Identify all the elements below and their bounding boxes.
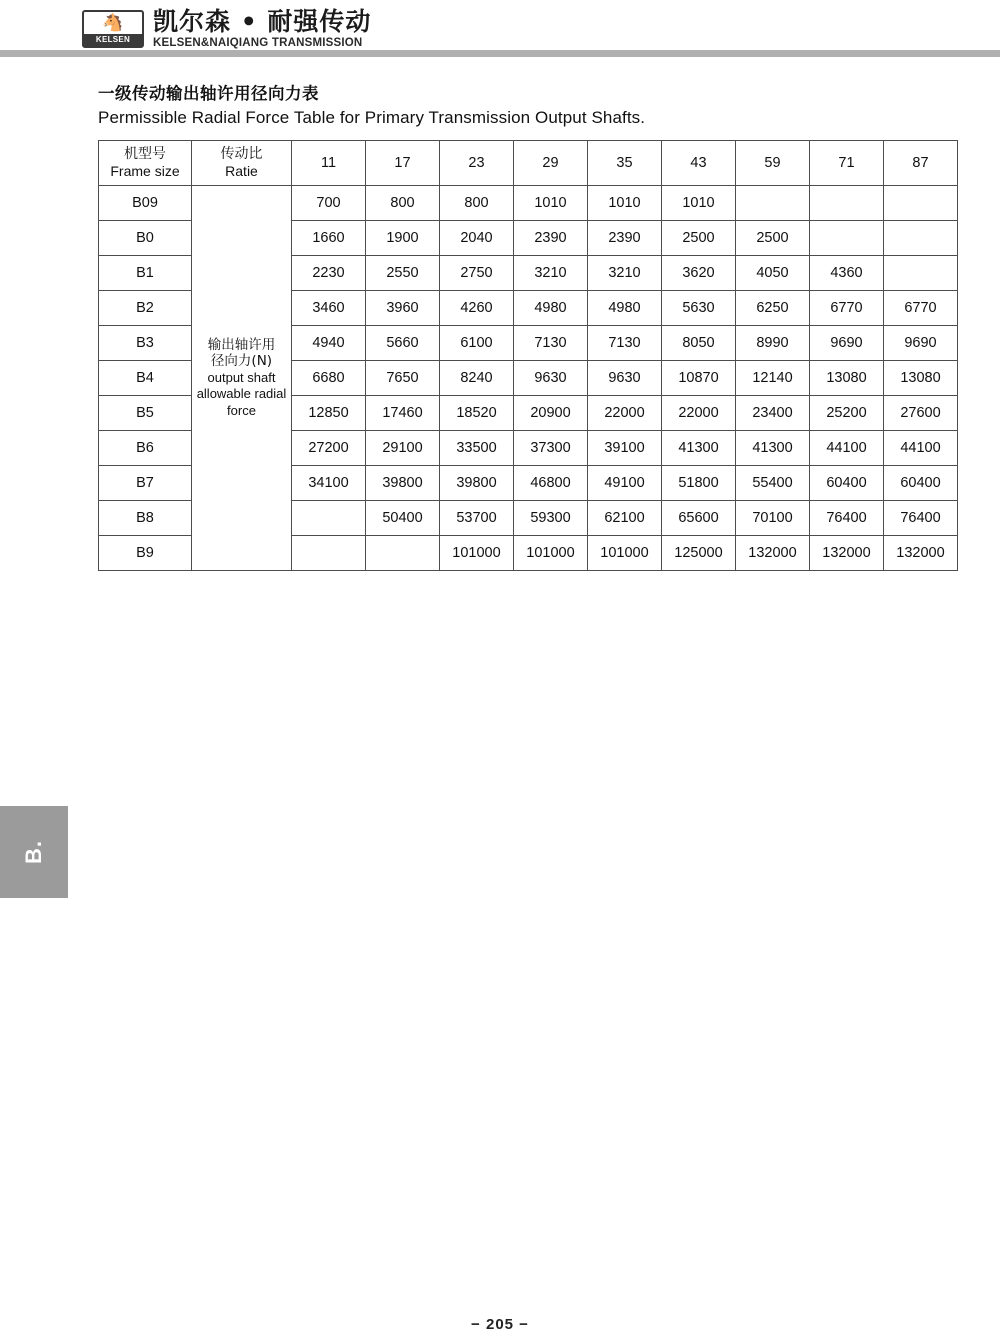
table-cell: 2040 xyxy=(440,221,514,256)
row-frame-label: B5 xyxy=(99,396,192,431)
table-cell: 7130 xyxy=(588,326,662,361)
table-cell: 44100 xyxy=(810,431,884,466)
table-cell: 132000 xyxy=(884,536,958,571)
table-cell: 8990 xyxy=(736,326,810,361)
table-cell: 3210 xyxy=(588,256,662,291)
table-cell: 76400 xyxy=(810,501,884,536)
table-cell: 49100 xyxy=(588,466,662,501)
table-cell: 34100 xyxy=(292,466,366,501)
table-cell: 3620 xyxy=(662,256,736,291)
radial-force-table xyxy=(98,140,958,571)
page-number: − 205 − xyxy=(471,1316,529,1333)
table-cell: 60400 xyxy=(884,466,958,501)
output-shaft-allowable-radial-force-label xyxy=(192,186,292,571)
radial-force-label-en-2: allowable radial xyxy=(196,386,287,402)
table-cell: 3460 xyxy=(292,291,366,326)
table-cell: 33500 xyxy=(440,431,514,466)
header-ratio-71: 71 xyxy=(810,141,884,186)
table-cell: 4360 xyxy=(810,256,884,291)
header-ratio-11: 11 xyxy=(292,141,366,186)
table-cell: 4050 xyxy=(736,256,810,291)
row-frame-label: B3 xyxy=(99,326,192,361)
radial-force-table-wrapper xyxy=(98,140,958,571)
table-cell: 37300 xyxy=(514,431,588,466)
radial-force-label-en-1: output shaft xyxy=(207,369,276,385)
horse-emblem-icon xyxy=(82,10,144,48)
table-cell: 2750 xyxy=(440,256,514,291)
table-cell: 2550 xyxy=(366,256,440,291)
table-cell: 12140 xyxy=(736,361,810,396)
table-cell: 125000 xyxy=(662,536,736,571)
header-ratio-17: 17 xyxy=(366,141,440,186)
header-frame-size xyxy=(99,141,192,186)
table-cell: 9630 xyxy=(588,361,662,396)
table-cell: 101000 xyxy=(588,536,662,571)
row-frame-label: B7 xyxy=(99,466,192,501)
table-cell: 13080 xyxy=(884,361,958,396)
row-frame-label: B6 xyxy=(99,431,192,466)
table-cell: 22000 xyxy=(588,396,662,431)
table-cell: 17460 xyxy=(366,396,440,431)
table-cell: 2230 xyxy=(292,256,366,291)
header-ratio-87: 87 xyxy=(884,141,958,186)
table-cell: 50400 xyxy=(366,501,440,536)
table-cell: 46800 xyxy=(514,466,588,501)
table-cell: 9690 xyxy=(810,326,884,361)
row-frame-label: B0 xyxy=(99,221,192,256)
header-ratio xyxy=(192,141,292,186)
table-cell: 2390 xyxy=(514,221,588,256)
table-cell: 65600 xyxy=(662,501,736,536)
table-cell: 3210 xyxy=(514,256,588,291)
brand-logo xyxy=(82,8,371,50)
table-cell: 7650 xyxy=(366,361,440,396)
table-cell: 6770 xyxy=(810,291,884,326)
radial-force-label-cn-2: 径向力(N) xyxy=(210,353,273,370)
table-cell: 700 xyxy=(292,186,366,221)
radial-force-label-en-3: force xyxy=(227,402,256,418)
table-cell: 8050 xyxy=(662,326,736,361)
table-cell: 62100 xyxy=(588,501,662,536)
table-cell xyxy=(884,221,958,256)
table-cell: 27600 xyxy=(884,396,958,431)
table-cell: 20900 xyxy=(514,396,588,431)
brand-name-cn: 凯尔森 • 耐强传动 xyxy=(153,7,372,36)
table-cell: 59300 xyxy=(514,501,588,536)
header-ratio-23: 23 xyxy=(440,141,514,186)
horse-glyph: 🐴 xyxy=(102,13,124,32)
table-cell: 76400 xyxy=(884,501,958,536)
table-cell: 1010 xyxy=(662,186,736,221)
table-cell xyxy=(884,256,958,291)
table-cell: 4940 xyxy=(292,326,366,361)
table-cell: 101000 xyxy=(440,536,514,571)
page-title-en: Permissible Radial Force Table for Primary Transmission Output Shafts. xyxy=(98,108,646,127)
table-cell: 23400 xyxy=(736,396,810,431)
table-cell: 1660 xyxy=(292,221,366,256)
table-cell: 18520 xyxy=(440,396,514,431)
table-cell: 6100 xyxy=(440,326,514,361)
section-tab xyxy=(0,806,68,898)
table-cell: 53700 xyxy=(440,501,514,536)
table-cell: 39100 xyxy=(588,431,662,466)
row-frame-label: B1 xyxy=(99,256,192,291)
table-cell: 6770 xyxy=(884,291,958,326)
table-cell: 7130 xyxy=(514,326,588,361)
row-frame-label: B09 xyxy=(99,186,192,221)
row-frame-label: B8 xyxy=(99,501,192,536)
table-cell: 5660 xyxy=(366,326,440,361)
header-ratio-43: 43 xyxy=(662,141,736,186)
header-ratio-35: 35 xyxy=(588,141,662,186)
logo-badge-text: KELSEN xyxy=(84,34,142,46)
table-cell: 60400 xyxy=(810,466,884,501)
table-header-row xyxy=(99,141,958,186)
header-ratio-en: Ratie xyxy=(225,163,258,179)
table-cell: 3960 xyxy=(366,291,440,326)
table-cell: 39800 xyxy=(440,466,514,501)
table-cell xyxy=(292,501,366,536)
table-cell: 2500 xyxy=(662,221,736,256)
header-frame-size-en: Frame size xyxy=(110,163,180,179)
header-divider xyxy=(0,50,1000,57)
table-cell: 41300 xyxy=(662,431,736,466)
table-cell: 800 xyxy=(440,186,514,221)
table-cell: 39800 xyxy=(366,466,440,501)
table-cell: 29100 xyxy=(366,431,440,466)
table-cell: 4980 xyxy=(514,291,588,326)
table-cell xyxy=(810,221,884,256)
table-cell xyxy=(810,186,884,221)
table-cell xyxy=(884,186,958,221)
radial-force-label-cn-1: 输出轴许用 xyxy=(207,336,276,353)
table-cell: 1010 xyxy=(588,186,662,221)
table-cell: 2390 xyxy=(588,221,662,256)
table-cell: 51800 xyxy=(662,466,736,501)
table-cell: 4980 xyxy=(588,291,662,326)
row-frame-label: B4 xyxy=(99,361,192,396)
row-frame-label: B2 xyxy=(99,291,192,326)
table-cell: 27200 xyxy=(292,431,366,466)
table-cell: 41300 xyxy=(736,431,810,466)
table-cell: 70100 xyxy=(736,501,810,536)
table-cell: 6680 xyxy=(292,361,366,396)
table-cell: 10870 xyxy=(662,361,736,396)
header-frame-size-cn: 机型号 xyxy=(124,146,166,162)
table-cell: 1900 xyxy=(366,221,440,256)
table-cell: 2500 xyxy=(736,221,810,256)
table-cell: 800 xyxy=(366,186,440,221)
table-row xyxy=(99,186,958,221)
table-cell: 12850 xyxy=(292,396,366,431)
table-cell: 22000 xyxy=(662,396,736,431)
header-ratio-cn: 传动比 xyxy=(220,146,263,162)
header-ratio-59: 59 xyxy=(736,141,810,186)
section-tab-label: B. xyxy=(21,840,46,864)
table-cell: 8240 xyxy=(440,361,514,396)
header-ratio-29: 29 xyxy=(514,141,588,186)
table-cell xyxy=(292,536,366,571)
table-cell: 25200 xyxy=(810,396,884,431)
table-cell: 44100 xyxy=(884,431,958,466)
table-cell: 13080 xyxy=(810,361,884,396)
table-cell: 1010 xyxy=(514,186,588,221)
table-cell: 5630 xyxy=(662,291,736,326)
table-cell: 6250 xyxy=(736,291,810,326)
table-cell: 132000 xyxy=(736,536,810,571)
table-cell xyxy=(736,186,810,221)
page-title-cn: 一级传动输出轴许用径向力表 xyxy=(98,84,319,103)
table-cell: 132000 xyxy=(810,536,884,571)
table-cell: 9690 xyxy=(884,326,958,361)
table-cell xyxy=(366,536,440,571)
table-cell: 9630 xyxy=(514,361,588,396)
table-cell: 101000 xyxy=(514,536,588,571)
row-frame-label: B9 xyxy=(99,536,192,571)
table-cell: 4260 xyxy=(440,291,514,326)
brand-name-en: KELSEN&NAIQIANG TRANSMISSION xyxy=(153,37,363,49)
brand-text xyxy=(153,8,371,50)
table-cell: 55400 xyxy=(736,466,810,501)
